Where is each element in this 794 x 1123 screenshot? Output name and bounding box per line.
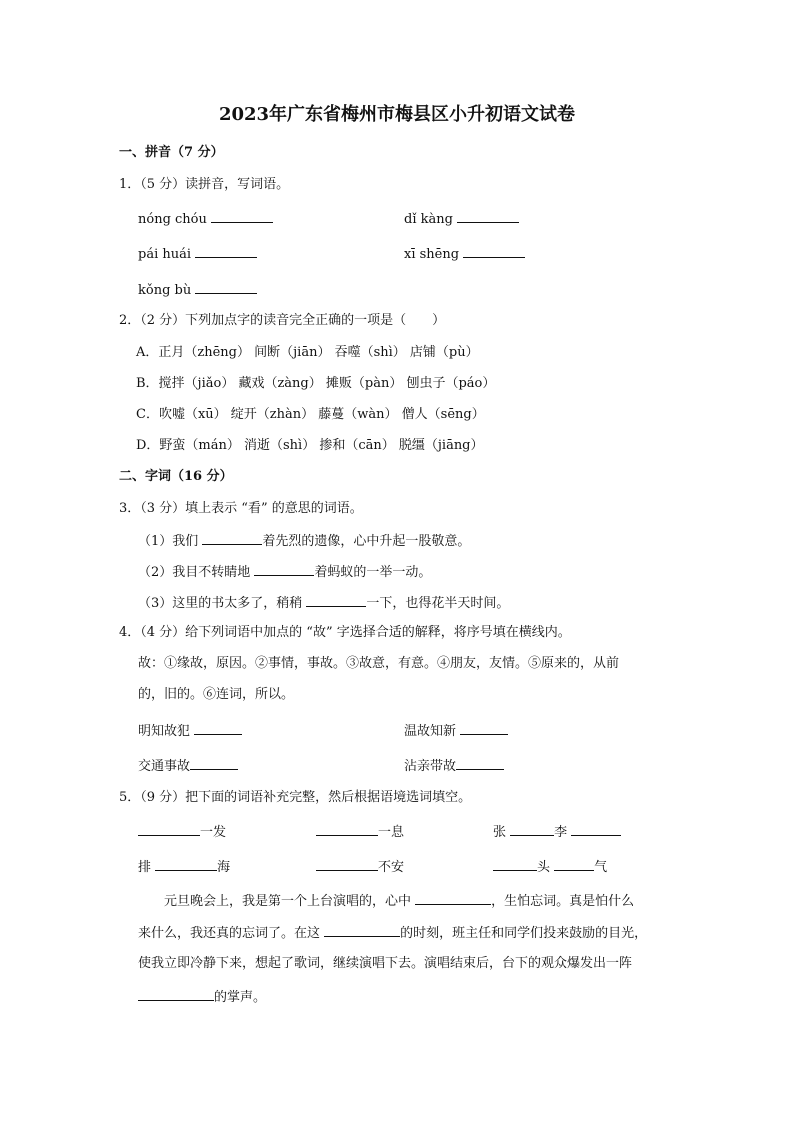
sentence-text: 一下，也得花半天时间。 (366, 596, 510, 611)
q5-idiom-4 (138, 857, 230, 877)
answer-blank[interactable] (456, 756, 504, 770)
q2-option-c[interactable]: C．吹嘘（xū） 绽开（zhàn） 藤蔓（wàn） 僧人（sēng） (136, 407, 485, 422)
q4-word-4 (404, 756, 504, 776)
q5-stem: 5．（9 分）把下面的词语补充完整，然后根据语境选词填空。 (119, 790, 472, 805)
q5-idiom-6 (493, 857, 607, 877)
answer-blank[interactable] (571, 822, 621, 836)
q1-stem: 1．（5 分）读拼音，写词语。 (119, 177, 290, 192)
answer-blank[interactable] (510, 822, 554, 836)
q4-word-1 (138, 721, 242, 741)
q1-item-4 (404, 244, 525, 264)
answer-blank[interactable] (493, 857, 537, 871)
q2-option-a[interactable]: A．正月（zhēng） 间断（jiān） 吞噬（shì） 店铺（pù） (136, 345, 479, 360)
answer-blank[interactable] (463, 244, 525, 258)
word-text: 明知故犯 (138, 724, 195, 739)
idiom-text: 不安 (378, 860, 405, 875)
q3-line-1 (138, 531, 470, 551)
q3-stem: 3．（3 分）填上表示 “看” 的意思的词语。 (119, 501, 363, 516)
q4-definitions-line-1: 故：①缘故，原因。②事情，事故。③故意，有意。④朋友，友情。⑤原来的，从前 (138, 656, 620, 671)
passage-text: 元旦晚会上，我是第一个上台演唱的，心中 (164, 894, 416, 909)
q5-idiom-5 (316, 857, 404, 877)
idiom-text: 李 (554, 825, 572, 840)
sentence-text: （2）我目不转睛地 (138, 565, 255, 580)
q5-idiom-3 (493, 822, 621, 842)
q4-word-2 (404, 721, 508, 741)
answer-blank[interactable] (554, 857, 594, 871)
idiom-text: 一发 (200, 825, 227, 840)
answer-blank[interactable] (306, 593, 366, 607)
answer-blank[interactable] (316, 857, 378, 871)
passage-text: 来什么，我还真的忘词了。在这 (138, 926, 325, 941)
q5-passage-line-4 (138, 987, 266, 1007)
q3-line-3 (138, 593, 509, 613)
answer-blank[interactable] (457, 209, 519, 223)
passage-text: 的掌声。 (214, 990, 267, 1005)
q1-item-2 (404, 209, 519, 229)
q4-definitions-line-2: 的，旧的。⑥连词，所以。 (138, 687, 295, 702)
q1-item-5 (138, 280, 257, 300)
pinyin-text: kǒng bù (138, 283, 192, 298)
pinyin-text: pái huái (138, 247, 192, 262)
answer-blank[interactable] (211, 209, 273, 223)
q4-word-3 (138, 756, 238, 776)
pinyin-text: xī shēng (404, 247, 460, 262)
word-text: 交通事故 (138, 759, 191, 774)
word-text: 沾亲带故 (404, 759, 457, 774)
q3-line-2 (138, 562, 431, 582)
q1-item-1 (138, 209, 273, 229)
idiom-text: 一息 (378, 825, 405, 840)
answer-blank[interactable] (324, 923, 400, 937)
answer-blank[interactable] (254, 562, 314, 576)
q5-passage-line-1 (164, 891, 634, 911)
answer-blank[interactable] (415, 891, 491, 905)
idiom-text: 海 (217, 860, 231, 875)
q2-option-d[interactable]: D．野蛮（mán） 消逝（shì） 掺和（cān） 脱缰（jiāng） (136, 438, 484, 453)
q5-passage-line-3: 使我立即冷静下来，想起了歌词，继续演唱下去。演唱结束后，台下的观众爆发出一阵 (138, 956, 633, 971)
passage-text: ，生怕忘词。真是怕什么 (491, 894, 635, 909)
section-heading-words: 二、字词（16 分） (119, 469, 233, 484)
idiom-text: 气 (594, 860, 608, 875)
word-text: 温故知新 (404, 724, 461, 739)
idiom-text: 头 (537, 860, 555, 875)
answer-blank[interactable] (155, 857, 217, 871)
q1-item-3 (138, 244, 257, 264)
q5-idiom-2 (316, 822, 404, 842)
answer-blank[interactable] (190, 756, 238, 770)
q4-stem: 4．（4 分）给下列词语中加点的 “故” 字选择合适的解释，将序号填在横线内。 (119, 625, 571, 640)
page-title: 2023年广东省梅州市梅县区小升初语文试卷 (218, 104, 576, 125)
q5-idiom-1 (138, 822, 226, 842)
idiom-text: 张 (493, 825, 511, 840)
answer-blank[interactable] (195, 244, 257, 258)
answer-blank[interactable] (202, 531, 262, 545)
idiom-text: 排 (138, 860, 156, 875)
pinyin-text: nóng chóu (138, 212, 207, 227)
sentence-text: 着蚂蚁的一举一动。 (314, 565, 432, 580)
answer-blank[interactable] (138, 822, 200, 836)
answer-blank[interactable] (194, 721, 242, 735)
answer-blank[interactable] (460, 721, 508, 735)
section-heading-pinyin: 一、拼音（7 分） (119, 145, 224, 160)
q2-stem: 2．（2 分）下列加点字的读音完全正确的一项是（ ） (119, 313, 446, 328)
answer-blank[interactable] (316, 822, 378, 836)
sentence-text: （1）我们 (138, 534, 203, 549)
passage-text: 的时刻，班主任和同学们投来鼓励的目光， (400, 926, 648, 941)
answer-blank[interactable] (138, 987, 214, 1001)
q2-option-b[interactable]: B．搅拌（jiǎo） 藏戏（zàng） 摊贩（pàn） 刨虫子（páo） (136, 376, 496, 391)
sentence-text: （3）这里的书太多了，稍稍 (138, 596, 307, 611)
q5-passage-line-2 (138, 923, 647, 943)
answer-blank[interactable] (195, 280, 257, 294)
pinyin-text: dǐ kàng (404, 212, 453, 227)
sentence-text: 着先烈的遗像，心中升起一股敬意。 (262, 534, 471, 549)
